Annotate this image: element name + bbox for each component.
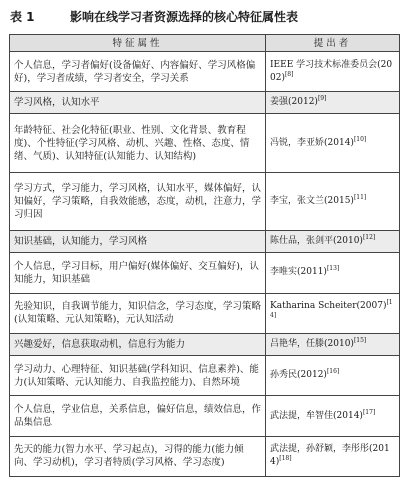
table-caption xyxy=(0,6,406,26)
table-row xyxy=(10,92,400,114)
source-text: 姜强(2012) xyxy=(270,97,318,108)
reference-marker: [9] xyxy=(317,95,327,103)
source-cell xyxy=(266,333,400,355)
source-cell xyxy=(266,172,400,230)
source-text: 冯锐，李亚娇(2014) xyxy=(270,137,354,148)
table-row xyxy=(10,436,400,476)
source-text: 武法提，孙舒颖，李彤彤(2014) xyxy=(270,444,390,468)
reference-marker: [18] xyxy=(279,455,292,463)
attributes-cell: 个人信息，学习目标，用户偏好(媒体偏好、交互偏好)，认知能力，知识基础 xyxy=(10,253,266,293)
table-row xyxy=(10,231,400,253)
attributes-cell: 学习动力、心理特征、知识基础(学科知识、信息素养)、能力(认知策略、元认知能力、自我监控能力)、自然环境 xyxy=(10,356,266,396)
source-cell xyxy=(266,356,400,396)
attributes-cell: 学习方式，学习能力，学习风格，认知水平，媒体偏好，认知偏好，学习策略，自我效能感，态度，动机，注意力，学习归因 xyxy=(10,172,266,230)
reference-marker: [17] xyxy=(362,408,376,416)
table-row xyxy=(10,253,400,293)
reference-marker: [8] xyxy=(284,70,294,78)
attributes-cell: 兴趣爱好，信息获取动机，信息行为能力 xyxy=(10,333,266,355)
header-source: 提出者 xyxy=(266,35,400,52)
header-attributes: 特征属性 xyxy=(10,35,266,52)
source-text: 武法提，牟智佳(2014) xyxy=(270,410,363,421)
reference-marker: [13] xyxy=(326,265,340,273)
table-row xyxy=(10,172,400,230)
source-cell xyxy=(266,293,400,333)
attributes-cell: 知识基础，认知能力，学习风格 xyxy=(10,231,266,253)
source-text: 陈仕品，张剑平(2010) xyxy=(270,236,363,247)
source-cell xyxy=(266,396,400,436)
reference-marker: [10] xyxy=(353,135,367,143)
table-row xyxy=(10,52,400,92)
reference-marker: [11] xyxy=(353,193,367,201)
source-text: 李唯实(2011) xyxy=(270,267,327,278)
attributes-cell: 个人信息，学业信息，关系信息，偏好信息，绩效信息，作品集信息 xyxy=(10,396,266,436)
source-text: IEEE 学习技术标准委员会(2002) xyxy=(270,59,393,83)
attributes-cell: 先天的能力(智力水平、学习起点)，习得的能力(能力倾向、学习动机)，学习者特质(学习风格、学习态度) xyxy=(10,436,266,476)
source-cell xyxy=(266,52,400,92)
source-cell xyxy=(266,231,400,253)
attributes-table xyxy=(9,34,400,477)
source-cell xyxy=(266,436,400,476)
reference-marker: [12] xyxy=(362,234,376,242)
table-row xyxy=(10,114,400,172)
source-text: Katharina Scheiter(2007) xyxy=(270,301,387,312)
table-body xyxy=(10,52,400,477)
source-text: 孙秀民(2012) xyxy=(270,370,327,381)
source-text: 李宝，张文兰(2015) xyxy=(270,195,354,206)
reference-marker: [15] xyxy=(353,337,367,344)
table-row xyxy=(10,396,400,436)
source-cell xyxy=(266,253,400,293)
source-text: 吕艳华，任滕(2010) xyxy=(270,339,354,349)
attributes-cell: 学习风格，认知水平 xyxy=(10,92,266,114)
source-cell xyxy=(266,92,400,114)
attributes-cell: 先验知识，自我调节能力，知识信念，学习态度，学习策略(认知策略、元认知策略)，元认知活动 xyxy=(10,293,266,333)
reference-marker: [14] xyxy=(270,299,393,320)
source-cell xyxy=(266,114,400,172)
table-title: 影响在线学习者资源选择的核心特征属性表 xyxy=(70,10,299,24)
table-row xyxy=(10,293,400,333)
table-row xyxy=(10,333,400,355)
table-number: 表 1 xyxy=(10,10,35,24)
attributes-cell: 年龄特征、社会化特征(职业、性别、文化背景、教育程度)、个性特征(学习风格、动机、兴趣、性格、态度、情绪、气质)、认知特征(认知能力、认知结构) xyxy=(10,114,266,172)
attributes-cell: 个人信息，学习者偏好(设备偏好、内容偏好、学习风格偏好)，学习者成绩，学习者安全，学习关系 xyxy=(10,52,266,92)
table-row xyxy=(10,356,400,396)
table-header-row xyxy=(10,35,400,52)
reference-marker: [16] xyxy=(326,368,340,376)
